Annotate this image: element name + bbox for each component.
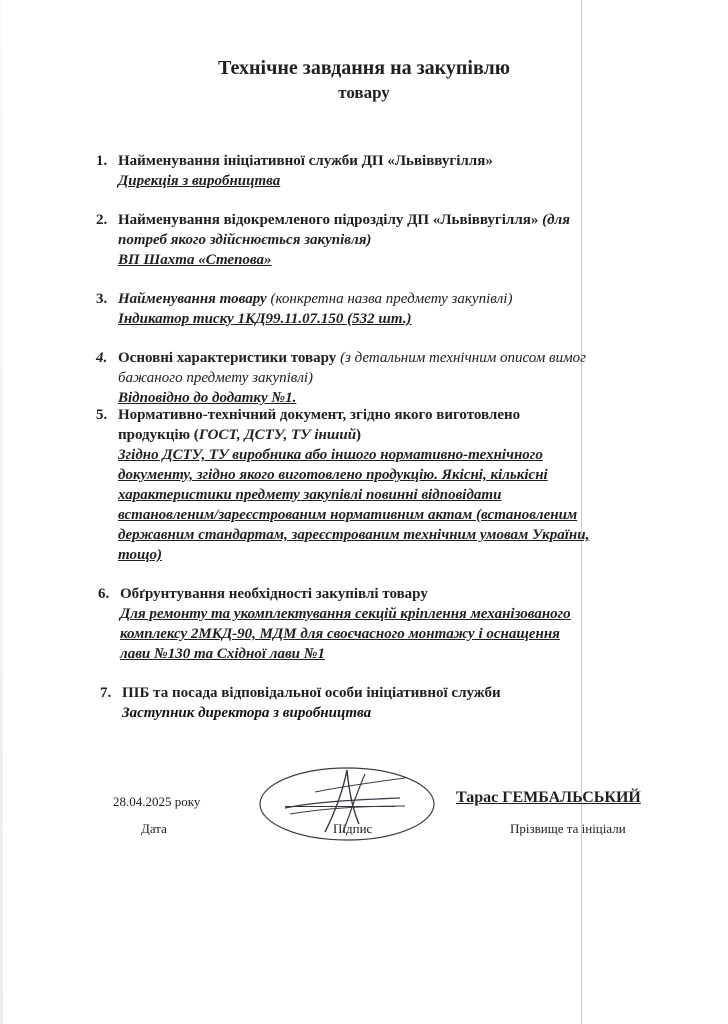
item-heading-standards: ГОСТ, ДСТУ, ТУ інший [198,427,357,443]
item-number: 7. [100,685,112,701]
item-heading: Нормативно-технічний документ, згідно якого виготовлено [118,407,521,423]
item-value-line: лави №130 та Східної лави №1 [120,646,325,662]
list-item-2 [96,210,570,270]
item-heading: Найменування ініціативної служби ДП «Львіввугілля» [118,153,493,169]
date-label: Дата [141,821,167,836]
item-note-continued: потреб якого здійснюється закупівля) [118,232,372,248]
item-heading-close: ) [356,427,362,443]
item-value: Індикатор тиску 1КД99.11.07.150 (532 шт.) [118,311,412,327]
item-value: Заступник директора з виробництва [122,705,372,721]
item-note: (конкретна назва предмету закупівлі) [270,291,513,307]
list-item-6 [98,584,571,664]
item-note-continued: бажаного предмету закупівлі) [118,370,314,386]
date-value: 28.04.2025 року [113,794,201,809]
item-number: 5. [96,407,108,423]
item-number: 2. [96,212,108,228]
item-note: (для [542,212,570,228]
item-value-line: комплексу 2МКД-90, МДМ для своєчасного монтажу і оснащення [120,626,560,642]
list-item-3 [96,289,513,329]
item-value: Відповідно до додатку №1. [118,390,297,406]
item-value-line: Для ремонту та укомплектування секцій кріплення механізованого [120,606,571,622]
item-heading: Основні характеристики товару [118,350,337,366]
item-heading: Найменування товару [118,291,267,307]
item-value-line: характеристики предмету закупівлі повинні відповідати [118,487,502,503]
document-title: Технічне завдання на закупівлю [217,57,511,79]
name-label: Прізвище та ініціали [510,821,626,836]
item-value-line: тощо) [118,547,162,563]
item-heading: Найменування відокремленого підрозділу ДП «Львіввугілля» [118,212,539,228]
item-number: 4. [96,350,108,366]
item-heading: ПІБ та посада відповідальної особи ініціативної служби [122,685,501,701]
item-number: 3. [96,291,108,307]
item-heading: Обґрунтування необхідності закупівлі товару [120,586,428,602]
list-item-1 [96,151,493,191]
item-value-line: Згідно ДСТУ, ТУ виробника або іншого нормативно-технічного [118,447,543,463]
list-item-5 [96,405,590,565]
item-note: (з детальним технічним описом вимог [340,350,586,366]
item-number: 6. [98,586,110,602]
item-number: 1. [96,153,108,169]
item-value-line: документу, згідно якого виготовлено продукцію. Якісні, кількісні [118,467,548,483]
item-value: ВП Шахта «Степова» [118,252,272,268]
signature-label: Підпис [333,821,373,836]
list-item-7 [100,683,501,723]
document-subtitle: товару [338,83,390,102]
signer-name: Тарас ГЕМБАЛЬСЬКИЙ [456,789,641,806]
item-heading-continued: продукцію ( [118,427,199,443]
item-value: Дирекція з виробництва [118,173,281,189]
item-value-line: встановленим/зареєстрованим нормативним актам (встановленим [118,507,578,523]
list-item-4 [96,348,586,408]
page-edge-shadow [0,0,3,1024]
item-value-line: державним стандартам, зареєстрованим технічним умовам України, [118,527,590,543]
